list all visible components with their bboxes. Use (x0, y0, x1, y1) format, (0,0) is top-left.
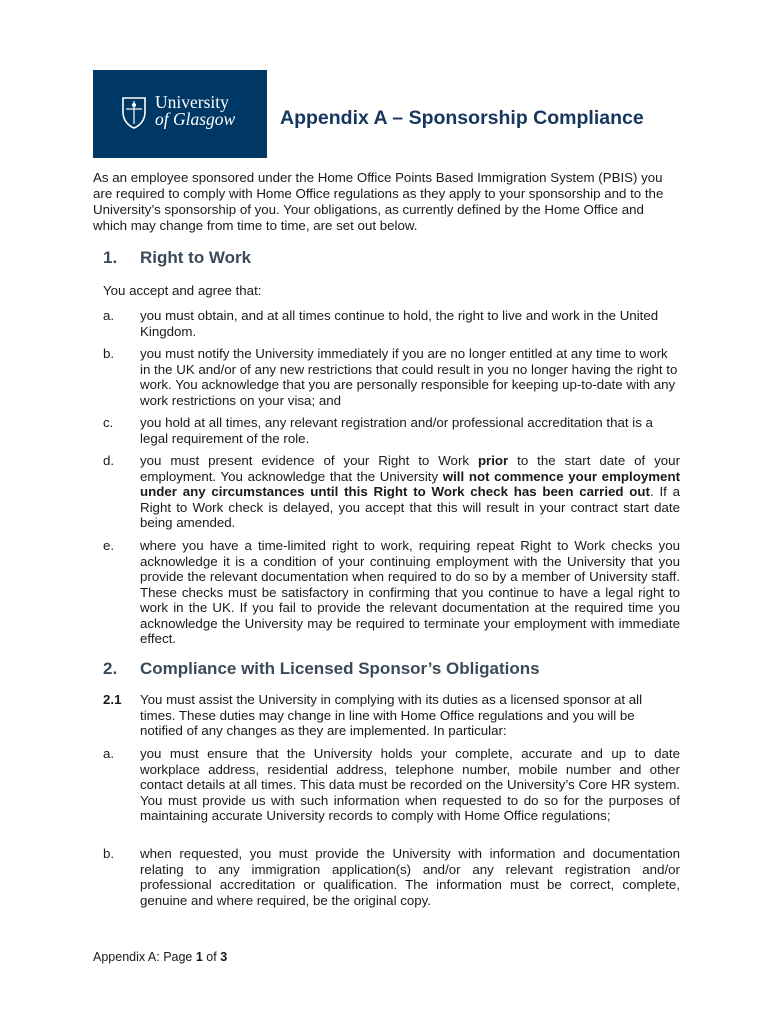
page-footer: Appendix A: Page 1 of 3 (93, 950, 228, 964)
section-1-heading (103, 248, 251, 268)
item-text: you must obtain, and at all times continue to hold, the right to live and work in the United Kingdom. (140, 308, 659, 339)
university-logo (93, 70, 267, 158)
section-1-title: Right to Work (140, 248, 252, 267)
item-label: d. (103, 453, 115, 468)
total-pages: 3 (220, 950, 228, 964)
section-2-item-a (103, 746, 680, 824)
item-text: you must ensure that the University holds your complete, accurate and up to date workplace address, residential address, telephone number, mobile number and other contact details at all times. This data must be recorded on the University’s Core HR system. You must provide us with such information when requested to do so for the purposes of maintaining accurate University records to comply with Home Office regulations; (140, 746, 680, 823)
document-title: Appendix A – Sponsorship Compliance (280, 107, 644, 129)
section-1-item-a (103, 308, 680, 339)
logo-line-2: of Glasgow (155, 109, 236, 129)
item-label: a. (103, 308, 115, 323)
item-text: where you have a time-limited right to work, requiring repeat Right to Work checks you acknowledge it is a condition of your continuing employment with the University that you provide the relevant documentation when required to do so by a member of University staff. These checks must be satisfactory in confirming that you continue to have a legal right to work in the UK. If you fail to provide the relevant documentation at the required time you acknowledge the University may be required to terminate your employment with immediate effect. (140, 538, 680, 646)
section-1-lead: You accept and agree that: (103, 283, 262, 298)
section-2-number: 2. (103, 659, 118, 678)
item-text: you must notify the University immediately if you are no longer entitled at any time to work in the UK and/or of any new restrictions that could result in you no longer having the right to work. You acknowledge that you are personally responsible for keeping up-to-date with any work restrictions on your visa; and (140, 346, 678, 408)
section-2-item-b (103, 846, 680, 908)
emphasis-prior: prior (477, 453, 509, 468)
item-text: when requested, you must provide the University with information and documentation relating to any immigration application(s) and/or any relevant registration and/or professional accreditation or qualification. The information must be correct, complete, genuine and where required, be the original copy. (140, 846, 680, 908)
section-1-item-e (103, 538, 680, 647)
section-2-title: Compliance with Licensed Sponsor’s Obligations (140, 659, 540, 678)
item-text: you must present evidence of your Right to Work prior to the start date of your employment. You acknowledge that the University will not commence your employment under any circumstances until this Right to Work check has been carried out. If a Right to Work check is delayed, you accept that this will result in your contract start date being amended. (140, 453, 680, 530)
emphasis-commence: will not commence your employment under any circumstances until this Right to Work check has been carried out (140, 468, 680, 499)
current-page: 1 (195, 950, 203, 964)
item-text: you hold at all times, any relevant registration and/or professional accreditation that is a legal requirement of the role. (140, 415, 653, 446)
item-label: c. (103, 415, 114, 430)
crest-icon (121, 96, 147, 130)
section-1-item-c (103, 415, 680, 446)
item-label: 2.1 (103, 692, 122, 707)
section-2-heading (103, 659, 540, 679)
logo-line-1: University (155, 92, 229, 112)
section-1-number: 1. (103, 248, 118, 267)
section-1-item-d (103, 453, 680, 531)
item-label: b. (103, 846, 115, 861)
item-text: You must assist the University in complying with its duties as a licensed sponsor at all times. These duties may change in line with Home Office regulations and you will be notified of any changes as they are implemented. In particular: (140, 692, 643, 738)
item-label: b. (103, 346, 115, 361)
section-2-paragraph-2-1 (103, 692, 680, 739)
intro-paragraph: As an employee sponsored under the Home Office Points Based Immigration System (PBIS) you are required to comply with Home Office regulations as they apply to your sponsorship and to the University’s sponsorship of you. Your obligations, as currently defined by the Home Office and which may change from time to time, are set out below. (93, 170, 664, 233)
item-label: e. (103, 538, 115, 553)
item-label: a. (103, 746, 115, 761)
section-1-item-b (103, 346, 680, 408)
